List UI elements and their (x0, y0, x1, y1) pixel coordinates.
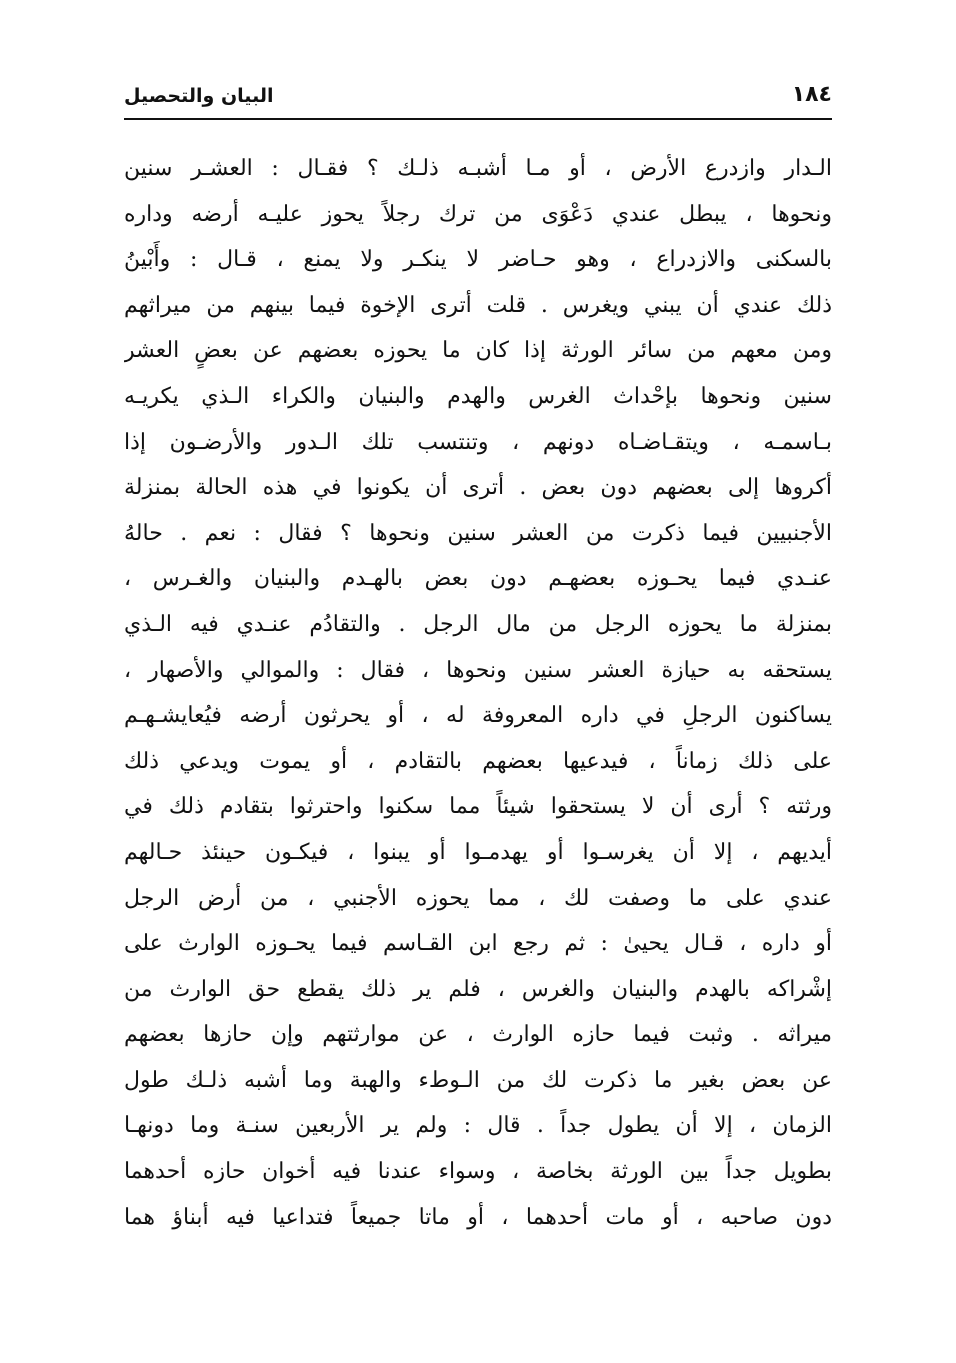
text-line: الزمان ، إلا أن يطول جداً . قال : ولم ير الأربعين سنـة وما دونهـا (124, 1113, 832, 1139)
text-line: بمنزلة ما يحوزه الرجل من مال الرجل . والتقادُم عنـدي فيه الـذي (124, 611, 832, 637)
text-line: أو داره ، قـال يحيىٰ : ثم رجع ابن القـاسم فيما يحـوزه الوارث على (124, 931, 832, 957)
text-line: أكروها إلى بعضهم دون بعض . أترى أن يكونوا في هذه الحالة بمنزلة (124, 475, 832, 501)
text-line: على ذلك زماناً ، فيدعيها بعضهم بالتقادم ، أو يموت ويدعي ذلك (124, 748, 832, 774)
text-line: بـاسمـه ، ويتقـاضـاه دونهم ، وتنتسب تلك الـدور والأرضـون إذا (124, 429, 832, 455)
text-line: دون صاحبه ، أو مات أحدهما ، أو ماتا جميعاً فتداعيا فيه أبناؤ هما (124, 1204, 832, 1230)
book-title: البيان والتحصيل (124, 85, 274, 107)
page-header (124, 72, 832, 120)
text-line: سنين ونحوها بإحْداث الغرس والهدم والبنيان والكراء الـذي يكريـه (124, 383, 832, 409)
text-line: بطويل جداً بين الورثة بخاصة ، وسواء عندنا فيه أخوان حازه أحدهما (124, 1159, 832, 1185)
text-line: ونحوها ، يبطل عندي دَعْوَى من ترك رجلاً يحوز عليـه أرضه وداره (124, 201, 832, 227)
text-line: أيديهم ، إلا أن يغرسـوا أو يهدمـوا أو يبنوا ، فيكـون حينئذ حـالهم (124, 839, 832, 865)
text-line: بالسكنى والازدراع ، وهو حـاضر لا ينكـر ولا يمنع ، قـال : وأَبْينُ (124, 247, 832, 273)
text-line: ميراثه . وثبت فيما حازه الوارث ، عن موارثتهم وإن حازها بعضهم (124, 1022, 832, 1048)
text-line: يساكنون الرجلِ في داره المعروفة له ، أو يحرثون أرضه فيُعايشـهـم (124, 703, 832, 729)
text-line: ذلك عندي أن يبني ويغرس . قلت أترى الإخوة فيما بينهم من ميراثهم (124, 292, 832, 318)
text-line: عندي على ما وصفت لك ، مما يحوزه الأجنبي ، من أرض الرجل (124, 885, 832, 911)
text-line: عن بعض بغير ما ذكرت لك من الـوطء والهبة وما أشبه ذلـك طول (124, 1067, 832, 1093)
body-text (124, 146, 832, 1240)
text-line: الأجنبيين فيما ذكرت من العشر سنين ونحوها ؟ فقال : نعم . حالهُ (124, 520, 832, 546)
page-number: ١٨٤ (791, 82, 832, 107)
text-line: إشْراكه بالهدم والبنيان والغرس ، فلم ير ذلك يقطع حق الوارث من (124, 976, 832, 1002)
text-line: عنـدي فيما يحـوزه بعضهـم دون بعض بالهـدم والبنيان والغـرس ، (124, 566, 832, 592)
text-line: ومن معهم من سائر الورثة إذا كان ما يحوزه بعضهم عن بعضٍ العشر (124, 338, 832, 364)
text-line: الـدار وازدرع الأرض ، أو مـا أشبـه ذلـك ؟ فقـال : العشـر سنين (124, 156, 832, 181)
text-line: ورثته ؟ أرى أن لا يستحقوا شيئاً مما سكنوا واحترثوا بتقادم ذلك في (124, 794, 832, 820)
header-divider (124, 118, 832, 120)
text-line: يستحقه به حيازة العشر سنين ونحوها ، فقال : والموالي والأصهار ، (124, 657, 832, 683)
